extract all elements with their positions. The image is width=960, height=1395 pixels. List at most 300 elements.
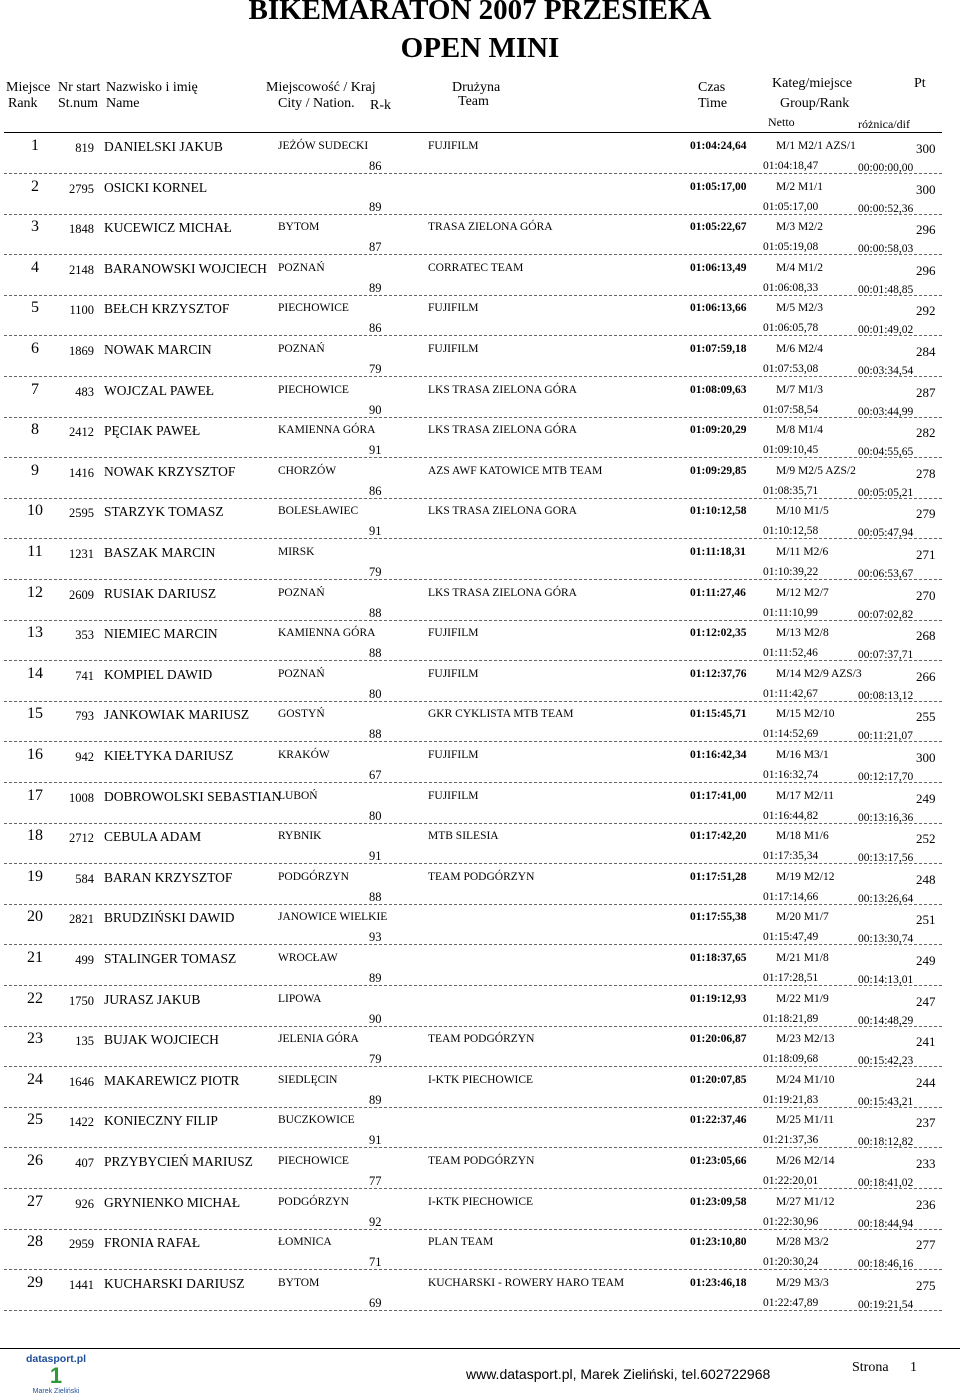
table-row (0, 1148, 960, 1189)
points-cell: 275 (916, 1277, 936, 1293)
net-time-cell: 01:18:21,89 (763, 1012, 819, 1025)
header-rk: R-k (370, 98, 391, 113)
table-row (0, 823, 960, 864)
rank-cell: 26 (27, 1152, 43, 1169)
name-cell: NOWAK MARCIN (104, 342, 212, 357)
start-number-cell: 1422 (69, 1115, 94, 1130)
difference-cell: 00:08:13,12 (858, 689, 914, 702)
rank-cell: 9 (31, 461, 39, 479)
datasport-logo (24, 1352, 88, 1394)
net-time-cell: 01:05:17,00 (763, 200, 819, 213)
difference-cell: 00:07:02,82 (858, 608, 914, 621)
table-row (0, 255, 960, 296)
category-cell: M/23 M2/13 (776, 1033, 835, 1046)
birth-year-cell: 79 (369, 362, 382, 376)
difference-cell: 00:13:26,64 (858, 892, 914, 905)
birth-year-cell: 87 (369, 240, 382, 255)
rank-cell: 13 (27, 624, 43, 642)
birth-year-cell: 88 (369, 727, 382, 742)
time-cell: 01:23:05,66 (690, 1155, 747, 1167)
table-row (0, 174, 960, 215)
name-cell: BASZAK MARCIN (104, 545, 216, 560)
team-cell: FUJIFILM (428, 789, 479, 802)
start-number-cell: 1441 (69, 1277, 94, 1292)
birth-year-cell: 80 (369, 686, 382, 701)
category-cell: M/22 M1/9 (776, 992, 829, 1005)
table-row (0, 1026, 960, 1067)
name-cell: KUCEWICZ MICHAŁ (104, 220, 232, 236)
rank-cell: 27 (27, 1192, 43, 1210)
table-row (0, 539, 960, 580)
name-cell: OSICKI KORNEL (104, 179, 208, 195)
page-subtitle: OPEN MINI (400, 32, 560, 64)
name-cell: PĘCIAK PAWEŁ (104, 423, 201, 439)
birth-year-cell: 88 (369, 605, 382, 620)
category-cell: M/7 M1/3 (776, 383, 823, 396)
time-cell: 01:19:12,93 (690, 992, 747, 1005)
net-time-cell: 01:09:10,45 (763, 444, 819, 457)
team-cell: TEAM PODGÓRZYN (428, 870, 535, 883)
header-kateg: Kateg/miejsce (772, 76, 853, 91)
difference-cell: 00:00:58,03 (858, 243, 914, 256)
start-number-cell: 1008 (69, 790, 94, 805)
team-cell: I-KTK PIECHOWICE (428, 1195, 534, 1208)
team-cell: LKS TRASA ZIELONA GORA (428, 505, 577, 518)
points-cell: 244 (916, 1074, 936, 1090)
birth-year-cell: 90 (369, 1011, 382, 1026)
category-cell: M/20 M1/7 (776, 911, 829, 924)
team-cell: FUJIFILM (428, 627, 479, 640)
time-cell: 01:05:22,67 (690, 221, 747, 234)
rank-cell: 12 (27, 583, 43, 601)
difference-cell: 00:13:17,56 (858, 852, 914, 865)
difference-cell: 00:13:16,36 (858, 811, 914, 824)
net-time-cell: 01:16:32,74 (763, 769, 819, 781)
time-cell: 01:04:24,64 (690, 140, 747, 152)
table-row (0, 661, 960, 702)
time-cell: 01:11:27,46 (690, 586, 746, 599)
category-cell: M/5 M2/3 (776, 302, 823, 315)
birth-year-cell: 80 (369, 808, 382, 823)
points-cell: 282 (916, 425, 936, 441)
difference-cell: 00:03:34,54 (858, 365, 914, 377)
points-cell: 278 (916, 465, 936, 481)
difference-cell: 00:18:46,16 (858, 1258, 914, 1271)
birth-year-cell: 79 (369, 565, 382, 579)
difference-cell: 00:14:13,01 (858, 974, 914, 986)
start-number-cell: 1416 (69, 465, 94, 480)
net-time-cell: 01:11:42,67 (763, 687, 818, 700)
birth-year-cell: 89 (369, 1092, 382, 1107)
header-city: City / Nation. (278, 96, 355, 111)
start-number-cell: 1231 (69, 547, 94, 561)
points-cell: 292 (916, 303, 936, 319)
team-cell: FUJIFILM (428, 140, 479, 152)
team-cell: TEAM PODGÓRZYN (428, 1033, 535, 1046)
name-cell: BEŁCH KRZYSZTOF (104, 301, 230, 317)
net-time-cell: 01:05:19,08 (763, 241, 819, 254)
header-rank: Rank (8, 96, 38, 111)
time-cell: 01:05:17,00 (690, 180, 747, 193)
logo-number: 1 (49, 1363, 63, 1388)
table-row (0, 458, 960, 499)
difference-cell: 00:01:49,02 (858, 324, 914, 337)
table-row (0, 1067, 960, 1108)
name-cell: KOMPIEL DAWID (104, 666, 213, 682)
name-cell: RUSIAK DARIUSZ (104, 585, 217, 601)
birth-year-cell: 91 (369, 849, 382, 864)
birth-year-cell: 91 (369, 443, 382, 458)
difference-cell: 00:01:48,85 (858, 283, 914, 296)
points-cell: 270 (916, 587, 936, 603)
birth-year-cell: 71 (369, 1255, 382, 1270)
start-number-cell: 2412 (69, 425, 94, 440)
difference-cell: 00:18:12,82 (858, 1136, 914, 1149)
time-cell: 01:23:09,58 (690, 1195, 747, 1208)
rank-cell: 5 (31, 299, 39, 317)
city-cell: POZNAŃ (278, 586, 325, 599)
table-row (0, 986, 960, 1027)
birth-year-cell: 86 (369, 321, 382, 336)
start-number-cell: 499 (75, 953, 94, 967)
difference-cell: 00:15:43,21 (858, 1095, 914, 1108)
logo-subtext: Marek Zieliński (32, 1388, 80, 1394)
team-cell: I-KTK PIECHOWICE (428, 1073, 534, 1086)
start-number-cell: 1869 (69, 344, 94, 358)
rank-cell: 19 (27, 867, 43, 885)
net-time-cell: 01:08:35,71 (763, 484, 819, 497)
team-cell: FUJIFILM (428, 302, 479, 315)
birth-year-cell: 67 (369, 768, 382, 782)
name-cell: PRZYBYCIEŃ MARIUSZ (104, 1154, 253, 1169)
table-row (0, 945, 960, 986)
net-time-cell: 01:15:47,49 (763, 931, 819, 944)
time-cell: 01:11:18,31 (690, 546, 746, 558)
team-cell: KUCHARSKI - ROWERY HARO TEAM (428, 1276, 625, 1289)
page-title: BIKEMARATON 2007 PRZESIEKA (248, 0, 712, 26)
birth-year-cell: 69 (369, 1295, 382, 1310)
city-cell: BYTOM (278, 221, 320, 234)
table-row (0, 498, 960, 539)
name-cell: NIEMIEC MARCIN (104, 626, 218, 642)
table-row (0, 1107, 960, 1148)
city-cell: BOLESŁAWIEC (278, 505, 359, 518)
page-label: Strona (852, 1360, 889, 1375)
header-name: Name (106, 96, 140, 111)
header-time: Time (698, 96, 728, 111)
rank-cell: 24 (27, 1070, 43, 1088)
start-number-cell: 1750 (69, 993, 94, 1008)
start-number-cell: 584 (75, 871, 94, 886)
table-row (0, 417, 960, 458)
name-cell: DANIELSKI JAKUB (104, 139, 223, 154)
city-cell: PIECHOWICE (278, 1155, 349, 1167)
points-cell: 255 (916, 709, 936, 725)
category-cell: M/12 M2/7 (776, 586, 829, 599)
time-cell: 01:06:13,66 (690, 302, 747, 315)
time-cell: 01:12:37,76 (690, 667, 747, 680)
name-cell: FRONIA RAFAŁ (104, 1235, 201, 1251)
name-cell: BUJAK WOJCIECH (104, 1032, 219, 1048)
table-row (0, 620, 960, 661)
city-cell: WROCŁAW (278, 952, 338, 964)
team-cell: TRASA ZIELONA GÓRA (428, 221, 553, 234)
points-cell: 249 (916, 953, 936, 968)
team-cell: FUJIFILM (428, 667, 479, 680)
category-cell: M/2 M1/1 (776, 180, 823, 193)
difference-cell: 00:15:42,23 (858, 1055, 914, 1068)
time-cell: 01:10:12,58 (690, 505, 747, 518)
birth-year-cell: 86 (369, 483, 382, 498)
start-number-cell: 2821 (69, 912, 94, 927)
team-cell: FUJIFILM (428, 749, 479, 761)
city-cell: POZNAŃ (278, 261, 325, 274)
category-cell: M/10 M1/5 (776, 505, 829, 518)
points-cell: 284 (916, 344, 936, 359)
difference-cell: 00:00:52,36 (858, 202, 914, 215)
birth-year-cell: 79 (369, 1052, 382, 1067)
points-cell: 236 (916, 1196, 936, 1212)
start-number-cell: 1100 (69, 303, 94, 318)
points-cell: 251 (916, 912, 936, 928)
name-cell: JANKOWIAK MARIUSZ (104, 707, 250, 723)
rank-cell: 28 (27, 1233, 43, 1251)
time-cell: 01:23:46,18 (690, 1276, 747, 1289)
start-number-cell: 1646 (69, 1074, 94, 1089)
city-cell: SIEDLĘCIN (278, 1073, 338, 1086)
birth-year-cell: 90 (369, 402, 382, 417)
city-cell: POZNAŃ (278, 667, 325, 680)
footer-credit: www.datasport.pl, Marek Zieliński, tel.602722968 (466, 1366, 771, 1382)
start-number-cell: 2712 (69, 831, 94, 846)
points-cell: 279 (916, 506, 936, 522)
time-cell: 01:15:45,71 (690, 708, 747, 721)
header-netto: Netto (768, 115, 795, 129)
difference-cell: 00:18:44,94 (858, 1217, 914, 1230)
category-cell: M/11 M2/6 (776, 546, 829, 558)
city-cell: KAMIENNA GÓRA (278, 627, 376, 640)
birth-year-cell: 89 (369, 971, 382, 985)
table-row (0, 214, 960, 255)
start-number-cell: 1848 (69, 222, 94, 237)
difference-cell: 00:07:37,71 (858, 649, 914, 662)
birth-year-cell: 77 (369, 1174, 382, 1188)
points-cell: 249 (916, 790, 936, 806)
birth-year-cell: 91 (369, 1133, 382, 1148)
table-row (0, 133, 960, 174)
points-cell: 300 (916, 181, 936, 197)
table-row (0, 742, 960, 783)
points-cell: 268 (916, 628, 936, 644)
category-cell: M/25 M1/11 (776, 1114, 835, 1127)
difference-cell: 00:13:30,74 (858, 933, 914, 946)
name-cell: MAKAREWICZ PIOTR (104, 1072, 240, 1088)
start-number-cell: 407 (75, 1156, 94, 1170)
net-time-cell: 01:17:28,51 (763, 972, 819, 984)
points-cell: 252 (916, 831, 936, 847)
table-row (0, 701, 960, 742)
points-cell: 241 (916, 1034, 936, 1050)
category-cell: M/6 M2/4 (776, 343, 823, 355)
points-cell: 233 (916, 1156, 936, 1171)
time-cell: 01:09:20,29 (690, 424, 747, 437)
table-row (0, 295, 960, 336)
start-number-cell: 819 (75, 141, 94, 155)
rank-cell: 22 (27, 989, 43, 1007)
category-cell: M/3 M2/2 (776, 221, 823, 234)
difference-cell: 00:05:05,21 (858, 486, 914, 499)
start-number-cell: 2959 (69, 1237, 94, 1252)
category-cell: M/17 M2/11 (776, 789, 835, 802)
time-cell: 01:20:07,85 (690, 1073, 747, 1086)
team-cell: CORRATEC TEAM (428, 261, 524, 274)
points-cell: 277 (916, 1237, 936, 1253)
start-number-cell: 135 (75, 1034, 94, 1049)
table-row (0, 783, 960, 824)
name-cell: STALINGER TOMASZ (104, 951, 237, 966)
start-number-cell: 793 (75, 709, 94, 724)
category-cell: M/28 M3/2 (776, 1236, 829, 1249)
table-row (0, 336, 960, 377)
net-time-cell: 01:10:12,58 (763, 525, 819, 538)
header-team: Team (458, 94, 489, 109)
start-number-cell: 926 (75, 1196, 94, 1211)
rank-cell: 7 (31, 380, 39, 398)
difference-cell: 00:19:21,54 (858, 1298, 914, 1311)
team-cell: PLAN TEAM (428, 1236, 494, 1249)
name-cell: KUCHARSKI DARIUSZ (104, 1275, 245, 1291)
header-roznica: różnica/dif (858, 117, 910, 131)
category-cell: M/9 M2/5 AZS/2 (776, 464, 856, 477)
name-cell: JURASZ JAKUB (104, 991, 201, 1007)
difference-cell: 00:06:53,67 (858, 568, 914, 580)
name-cell: WOJCZAL PAWEŁ (104, 382, 215, 398)
time-cell: 01:07:59,18 (690, 343, 747, 355)
net-time-cell: 01:22:30,96 (763, 1215, 819, 1228)
team-cell: LKS TRASA ZIELONA GÓRA (428, 383, 577, 396)
rank-cell: 23 (27, 1030, 43, 1048)
name-cell: GRYNIENKO MICHAŁ (104, 1194, 241, 1210)
logo-text: datasport.pl (25, 1353, 87, 1365)
table-row (0, 864, 960, 905)
category-cell: M/4 M1/2 (776, 261, 823, 274)
row-separator (4, 1310, 942, 1311)
net-time-cell: 01:11:52,46 (763, 647, 818, 660)
city-cell: JANOWICE WIELKIE (278, 911, 388, 924)
city-cell: GOSTYŃ (278, 708, 325, 721)
points-cell: 296 (916, 222, 936, 238)
birth-year-cell: 91 (369, 524, 382, 539)
team-cell: FUJIFILM (428, 343, 479, 355)
rank-cell: 17 (27, 786, 43, 804)
category-cell: M/1 M2/1 AZS/1 (776, 140, 856, 152)
category-cell: M/13 M2/8 (776, 627, 829, 640)
city-cell: LUBOŃ (278, 789, 318, 802)
start-number-cell: 2148 (69, 262, 94, 277)
points-cell: 271 (916, 547, 936, 562)
rank-cell: 20 (27, 908, 43, 926)
difference-cell: 00:03:44,99 (858, 405, 914, 418)
city-cell: KAMIENNA GÓRA (278, 424, 376, 437)
team-cell: GKR CYKLISTA MTB TEAM (428, 708, 574, 721)
category-cell: M/29 M3/3 (776, 1276, 829, 1289)
city-cell: KRAKÓW (278, 749, 330, 761)
rank-cell: 6 (31, 340, 39, 357)
points-cell: 247 (916, 993, 936, 1009)
start-number-cell: 2795 (69, 181, 94, 196)
points-cell: 287 (916, 384, 936, 400)
table-row (0, 580, 960, 621)
time-cell: 01:17:51,28 (690, 870, 747, 883)
city-cell: PODGÓRZYN (278, 1195, 349, 1208)
points-cell: 248 (916, 871, 936, 887)
category-cell: M/8 M1/4 (776, 424, 823, 437)
birth-year-cell: 93 (369, 930, 382, 945)
birth-year-cell: 86 (369, 159, 382, 173)
birth-year-cell: 88 (369, 889, 382, 904)
net-time-cell: 01:22:20,01 (763, 1175, 819, 1187)
birth-year-cell: 92 (369, 1214, 382, 1229)
rank-cell: 15 (27, 705, 43, 723)
net-time-cell: 01:21:37,36 (763, 1134, 819, 1147)
team-cell: AZS AWF KATOWICE MTB TEAM (428, 464, 603, 477)
category-cell: M/15 M2/10 (776, 708, 835, 721)
category-cell: M/16 M3/1 (776, 749, 829, 761)
difference-cell: 00:04:55,65 (858, 446, 914, 459)
header-miejsce: Miejsce (6, 80, 51, 95)
net-time-cell: 01:06:08,33 (763, 281, 819, 294)
net-time-cell: 01:16:44,82 (763, 809, 819, 822)
time-cell: 01:17:42,20 (690, 830, 747, 843)
name-cell: NOWAK KRZYSZTOF (104, 463, 236, 479)
start-number-cell: 2609 (69, 587, 94, 602)
city-cell: PODGÓRZYN (278, 870, 349, 883)
rank-cell: 18 (27, 827, 43, 845)
team-cell: TEAM PODGÓRZYN (428, 1155, 535, 1167)
category-cell: M/27 M1/12 (776, 1195, 835, 1208)
time-cell: 01:16:42,34 (690, 749, 747, 761)
city-cell: ŁOMNICA (278, 1236, 332, 1249)
points-cell: 300 (916, 750, 936, 765)
time-cell: 01:22:37,46 (690, 1114, 747, 1127)
net-time-cell: 01:20:30,24 (763, 1256, 819, 1269)
time-cell: 01:17:55,38 (690, 911, 747, 924)
time-cell: 01:17:41,00 (690, 789, 747, 802)
start-number-cell: 942 (75, 750, 94, 764)
net-time-cell: 01:18:09,68 (763, 1053, 819, 1066)
table-row (0, 1189, 960, 1230)
city-cell: LIPOWA (278, 992, 322, 1005)
header-nazwisko: Nazwisko i imię (106, 80, 198, 95)
city-cell: JELENIA GÓRA (278, 1033, 359, 1046)
difference-cell: 00:14:48,29 (858, 1014, 914, 1027)
rank-cell: 16 (27, 746, 43, 763)
birth-year-cell: 89 (369, 280, 382, 295)
difference-cell: 00:18:41,02 (858, 1177, 914, 1189)
difference-cell: 00:11:21,07 (858, 730, 913, 743)
points-cell: 266 (916, 668, 936, 684)
table-row (0, 377, 960, 418)
name-cell: KONIECZNY FILIP (104, 1113, 218, 1129)
name-cell: BARANOWSKI WOJCIECH (104, 260, 267, 276)
city-cell: RYBNIK (278, 830, 322, 843)
birth-year-cell: 89 (369, 199, 382, 214)
name-cell: CEBULA ADAM (104, 829, 202, 845)
city-cell: BYTOM (278, 1276, 320, 1289)
page-number: 1 (910, 1360, 917, 1375)
city-cell: MIRSK (278, 546, 315, 558)
start-number-cell: 2595 (69, 506, 94, 521)
